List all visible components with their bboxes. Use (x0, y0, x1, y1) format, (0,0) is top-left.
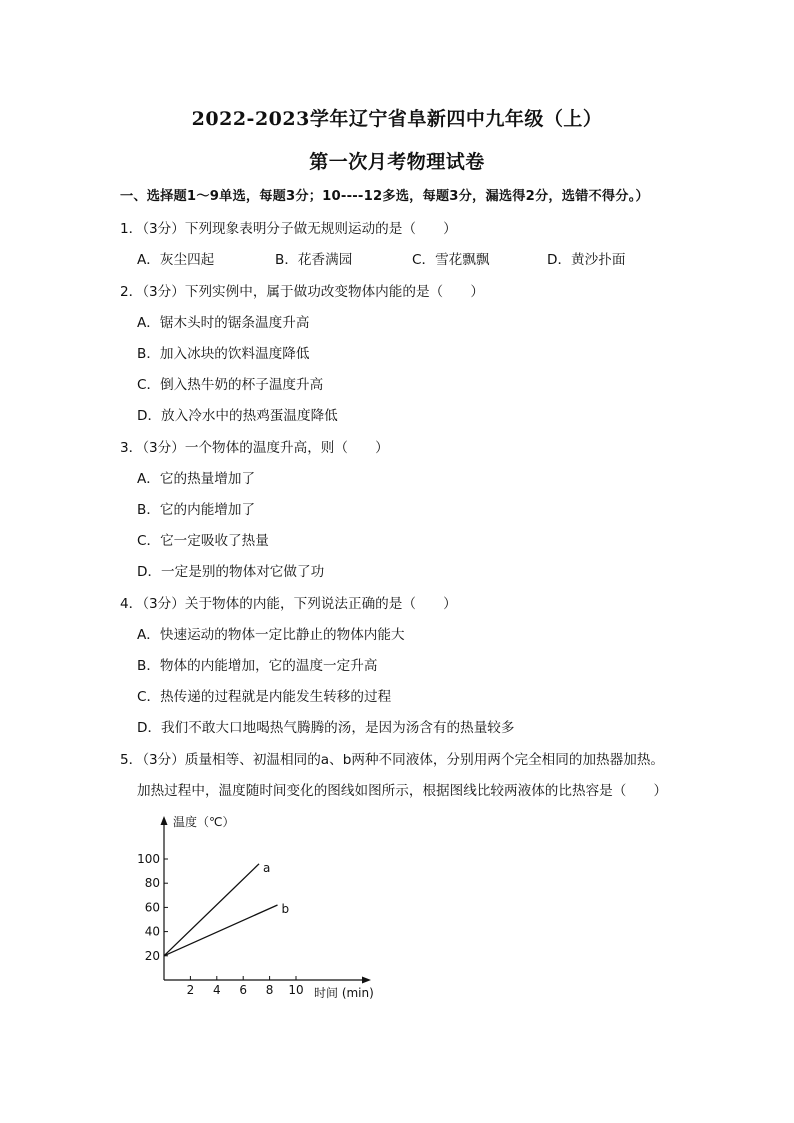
question-1-option-d: D．黄沙扑面 (547, 252, 626, 268)
y-tick-label: 100 (137, 852, 160, 866)
question-3-option-a: A．它的热量增加了 (137, 471, 256, 487)
y-tick-label: 20 (144, 948, 160, 963)
x-tick-label: 6 (239, 983, 248, 997)
y-axis-label: 温度（℃） (173, 815, 235, 829)
question-3-stem: 3．（3分）一个物体的温度升高，则（ ） (120, 440, 389, 456)
x-axis-label: 时间 (min) (314, 986, 374, 1000)
question-2-option-c: C．倒入热牛奶的杯子温度升高 (137, 377, 324, 393)
x-tick-label: 10 (288, 983, 304, 997)
question-1-option-a: A．灰尘四起 (137, 252, 215, 268)
y-tick-label: 40 (144, 924, 160, 939)
exam-title-line1: 2022-2023学年辽宁省阜新四中九年级（上） (191, 108, 603, 130)
question-1-option-b: B．花香满园 (275, 252, 353, 268)
question-1-option-c: C．雪花飘飘 (412, 252, 490, 268)
x-axis-arrow (362, 977, 371, 984)
question-3-option-d: D．一定是别的物体对它做了功 (137, 564, 325, 580)
question-1-stem: 1．（3分）下列现象表明分子做无规则运动的是（ ） (120, 221, 457, 237)
temperature-time-graph (135, 810, 395, 1010)
series-line-b (164, 905, 278, 956)
question-2-option-a: A．锯木头时的锯条温度升高 (137, 315, 310, 331)
y-tick-label: 80 (144, 876, 160, 891)
series-line-a (164, 864, 259, 956)
series-label-a: a (263, 860, 271, 875)
question-2-option-d: D．放入冷水中的热鸡蛋温度降低 (137, 408, 338, 424)
x-tick-label: 4 (212, 983, 221, 997)
question-4-stem: 4．（3分）关于物体的内能，下列说法正确的是（ ） (120, 596, 457, 612)
question-4-option-d: D．我们不敢大口地喝热气腾腾的汤，是因为汤含有的热量较多 (137, 720, 515, 736)
question-2-option-b: B．加入冰块的饮料温度降低 (137, 346, 310, 362)
question-3-option-c: C．它一定吸收了热量 (137, 533, 269, 549)
question-2-stem: 2．（3分）下列实例中，属于做功改变物体内能的是（ ） (120, 284, 484, 300)
question-4-option-b: B．物体的内能增加，它的温度一定升高 (137, 658, 378, 674)
question-4-option-c: C．热传递的过程就是内能发生转移的过程 (137, 689, 392, 705)
section-heading: 一、选择题1～9单选，每题3分；10----12多选，每题3分，漏选得2分，选错不得分。） (120, 189, 649, 204)
y-axis-arrow (161, 816, 168, 825)
question-5-stem-line2: 加热过程中，温度随时间变化的图线如图所示，根据图线比较两液体的比热容是（ ） (137, 783, 668, 799)
series-label-b: b (281, 901, 290, 916)
y-tick-label: 60 (144, 900, 160, 915)
question-3-option-b: B．它的内能增加了 (137, 502, 256, 518)
exam-title-line2: 第一次月考物理试卷 (309, 151, 485, 173)
x-tick-label: 2 (186, 983, 195, 997)
question-5-stem: 5．（3分）质量相等、初温相同的a、b两种不同液体，分别用两个完全相同的加热器加热。 (120, 752, 665, 768)
x-tick-label: 8 (265, 983, 274, 997)
question-4-option-a: A．快速运动的物体一定比静止的物体内能大 (137, 627, 405, 643)
